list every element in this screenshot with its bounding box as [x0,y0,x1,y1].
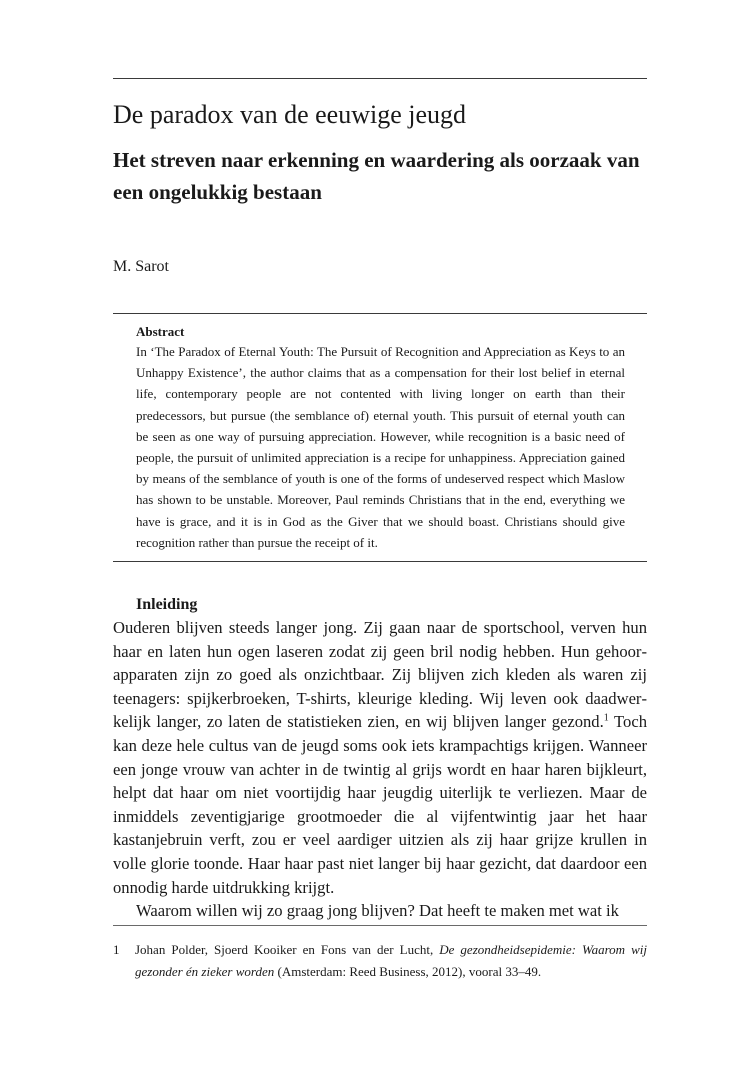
paragraph-1 [113,616,647,899]
footnote-text [135,939,647,983]
abstract-block [136,322,625,553]
article-subtitle: Het streven naar erkenning en waardering als oorzaak van een ongelukkig bestaan [113,148,640,204]
article-title: De paradox van de eeuwige jeugd [113,100,467,129]
footnote [113,939,647,983]
section-heading: Inleiding [136,596,198,613]
paragraph-1-part-1: Ouderen blijven steeds langer jong. Zij gaan naar de sportschool, verven hun haar en laten hun ogen laseren zodat zij geen bril nodig hebben. Hun gehoorapparaten zijn zo goed als onzichtbaar. Zij blijven zich kleden als waren zij teenagers: spijkerbroeken, T-shirts, kleurige kleding. Wij leven ook daadwerkelijk langer, zo laten de statistieken zien, en wij blijven langer gezond. [113,618,647,732]
abstract-top-rule [113,313,647,314]
footnote-text-before: Johan Polder, Sjoerd Kooiker en Fons van der Lucht, [135,942,440,957]
footnote-reference[interactable]: 1 [603,712,609,724]
footnote-rule [113,925,647,926]
top-rule [113,78,647,79]
abstract-text: In ‘The Paradox of Eternal Youth: The Pursuit of Recognition and Appreciation as Keys to an Unhappy Existence’, the author claims that as a compensation for their lost belief in eternal life, contemporary people are not contented with living longer on earth than their predecessors, but pursue (the semblance of) eternal youth. This pursuit of eternal youth can be seen as one way of pursuing appreciation. However, while recognition is a basic need of people, the pursuit of unlimited appreciation is a recipe for unhappiness. Appreciation gained by means of the semblance of youth is one of the forms of undeserved respect which Maslow has shown to be unstable. Moreover, Paul reminds Christians that in the end, everything we have is grace, and it is in God as the Giver that we should boast. Christians should give recognition rather than pursue the receipt of it. [136,344,625,550]
body-text [113,616,647,923]
paragraph-1-part-2: Toch kan deze hele cultus van de jeugd soms ook iets krampachtigs krijgen. Wanneer een jonge vrouw van achter in de twintig al grijs wordt en haar haren bijkleurt, helpt dat haar om niet voortijdig haar jeugdig uiterlijk te verliezen. Maar de inmiddels zeventigjarige grootmoeder die al vijfentwintig jaar het haar kastanjebruin verft, zou er veel aardiger uitzien als zij haar grijze krullen in volle glorie toonde. Haar haar past niet langer bij haar gezicht, dat daardoor een onnodig harde uitdrukking krijgt. [113,712,647,897]
author-name: M. Sarot [113,258,169,275]
abstract-heading: Abstract [136,324,185,339]
paragraph-2: Waarom willen wij zo graag jong blijven? Dat heeft te maken met wat ik [136,901,619,921]
footnote-book-title: De gezondheidsepidemie: Waarom wij gezonder én zieker worden [135,942,647,979]
footnote-number: 1 [113,942,120,957]
footnote-text-after: (Amsterdam: Reed Business, 2012), vooral 33–49. [274,964,542,979]
abstract-bottom-rule [113,561,647,562]
